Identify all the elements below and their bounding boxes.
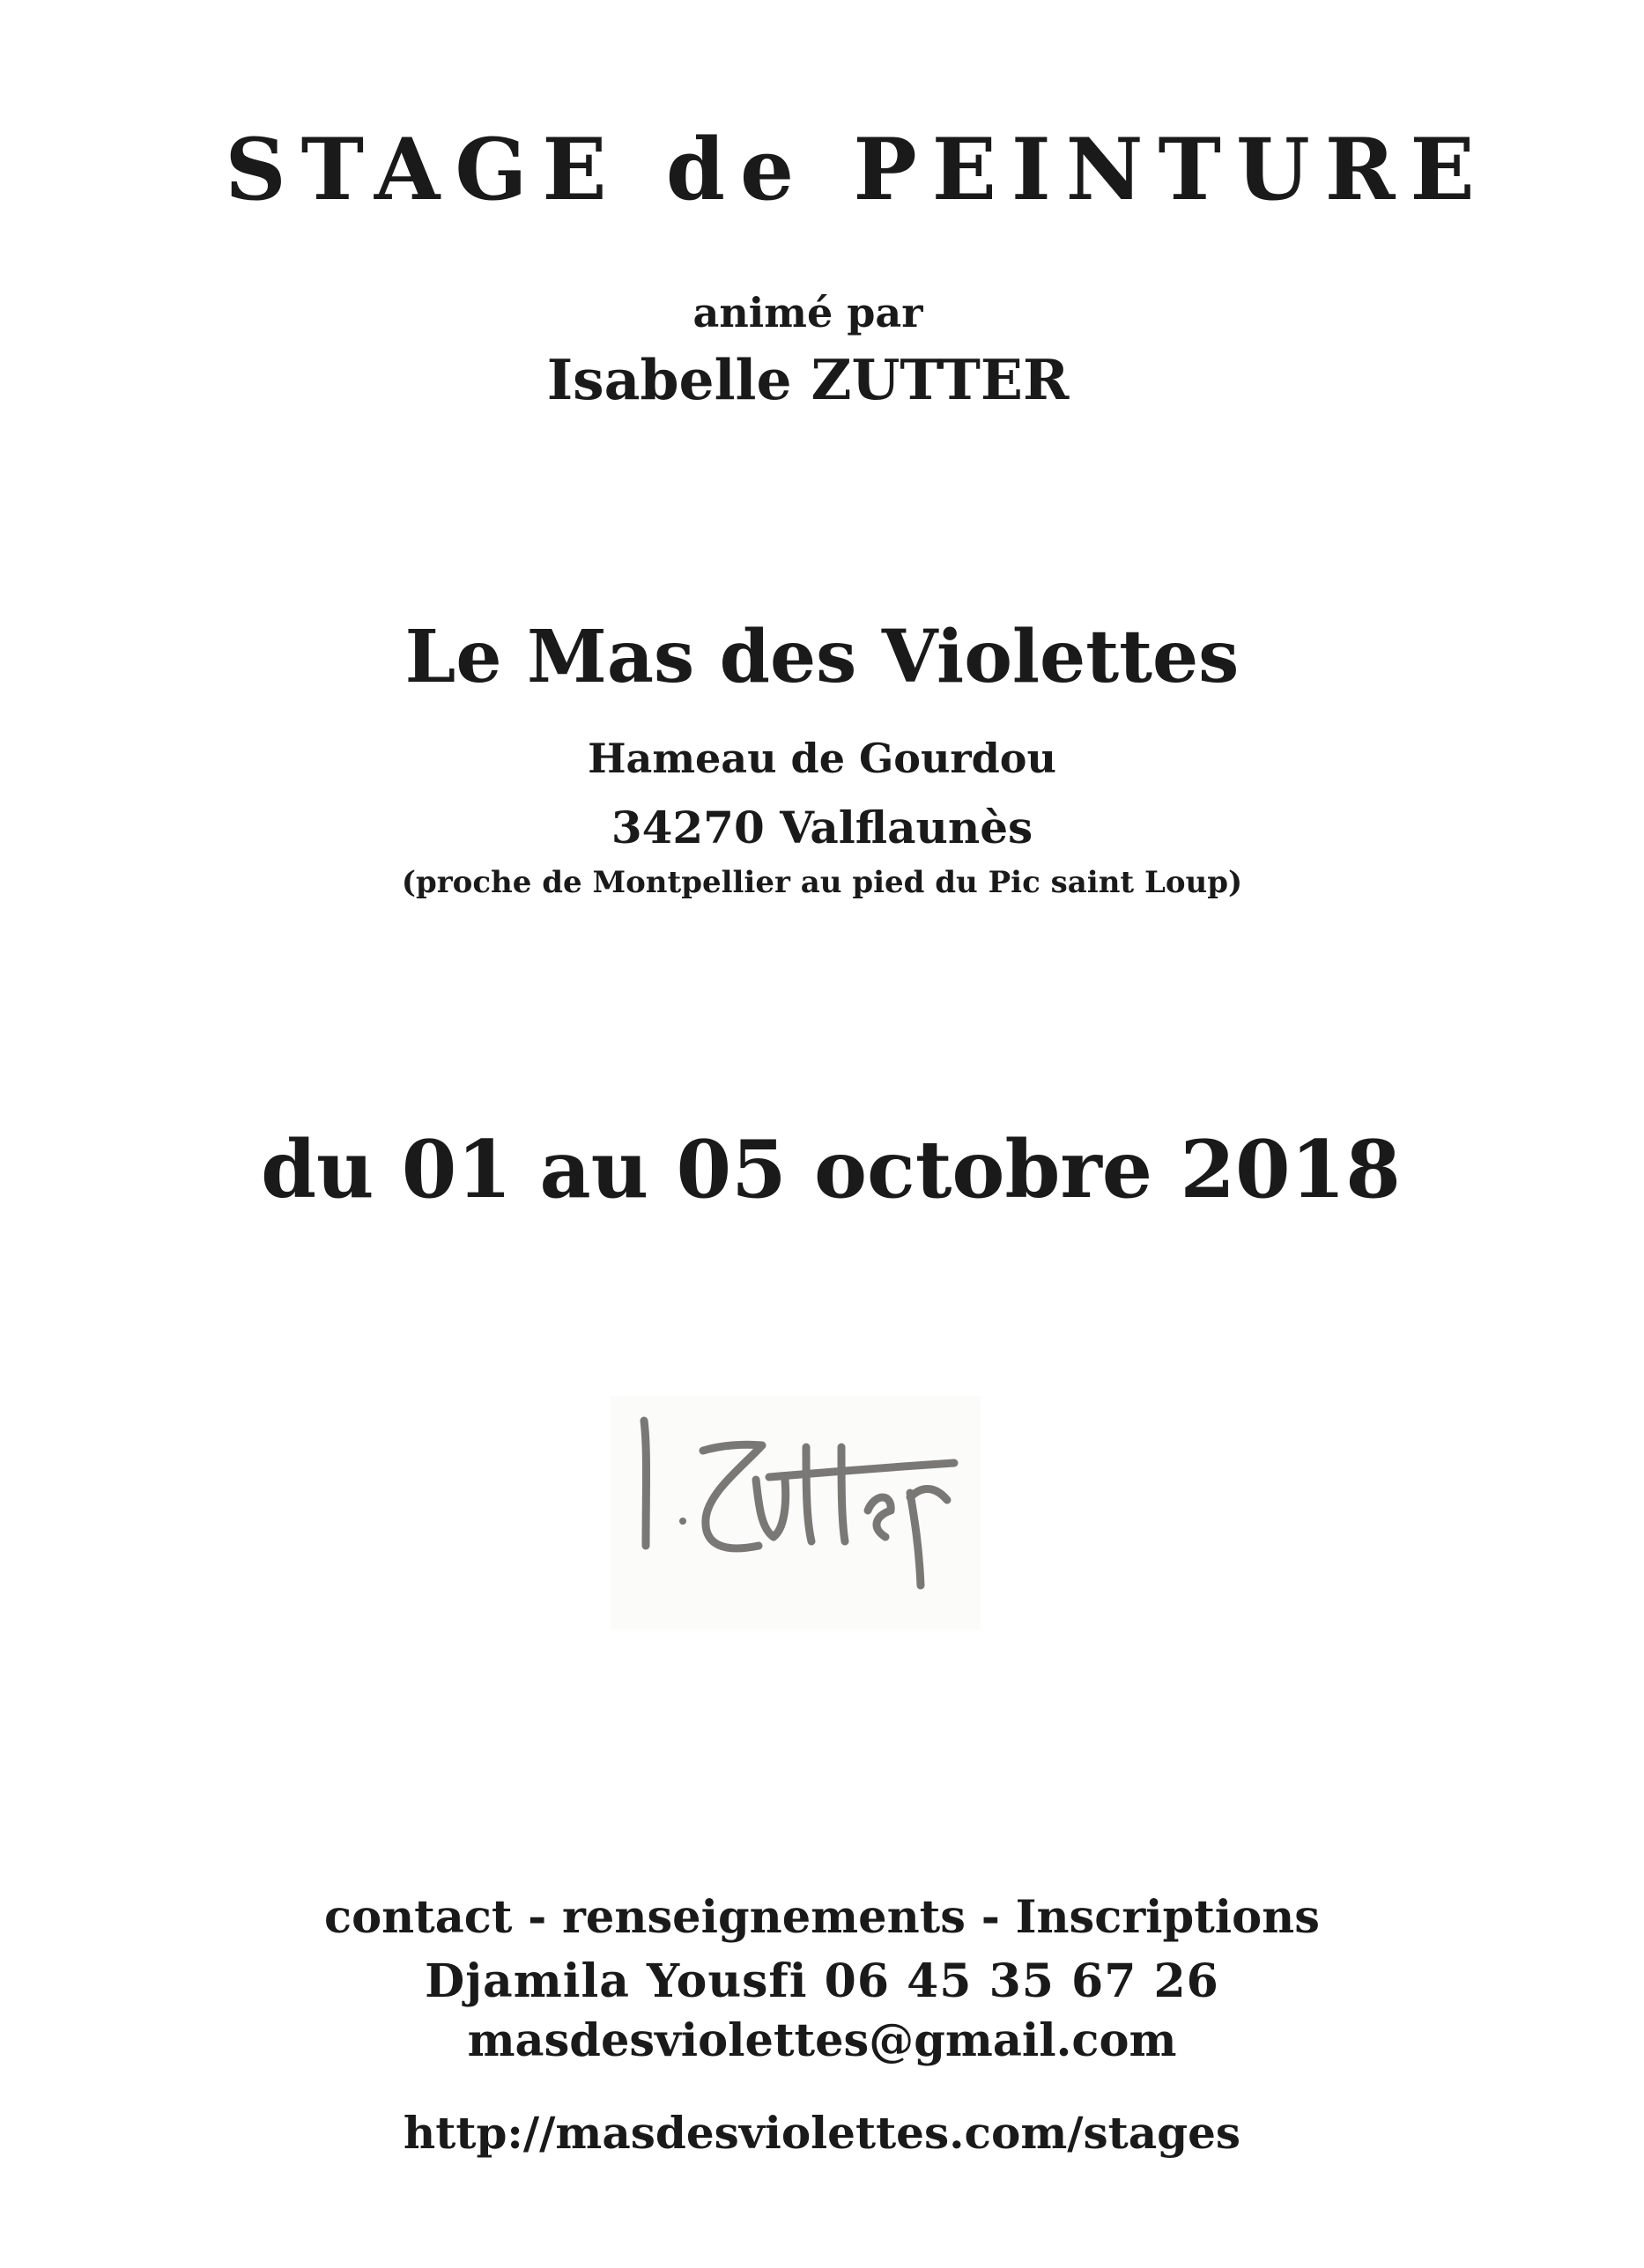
page-title: STAGE de PEINTURE [225, 120, 1490, 219]
venue-name: Le Mas des Violettes [404, 615, 1240, 699]
venue-city: 34270 Valflaunès [611, 802, 1033, 853]
venue-hamlet: Hameau de Gourdou [588, 735, 1056, 782]
event-dates: du 01 au 05 octobre 2018 [261, 1123, 1401, 1216]
contact-email[interactable]: masdesviolettes@gmail.com [467, 2014, 1177, 2067]
animator-name: Isabelle ZUTTER [546, 347, 1070, 412]
contact-person-phone: Djamila Yousfi 06 45 35 67 26 [425, 1954, 1219, 2008]
animated-by-label: animé par [692, 289, 923, 336]
website-link[interactable]: http://masdesviolettes.com/stages [403, 2107, 1241, 2159]
venue-location-hint: (proche de Montpellier au pied du Pic saint Loup) [401, 865, 1243, 900]
contact-heading: contact - renseignements - Inscriptions [324, 1891, 1320, 1944]
artist-signature [611, 1396, 981, 1629]
